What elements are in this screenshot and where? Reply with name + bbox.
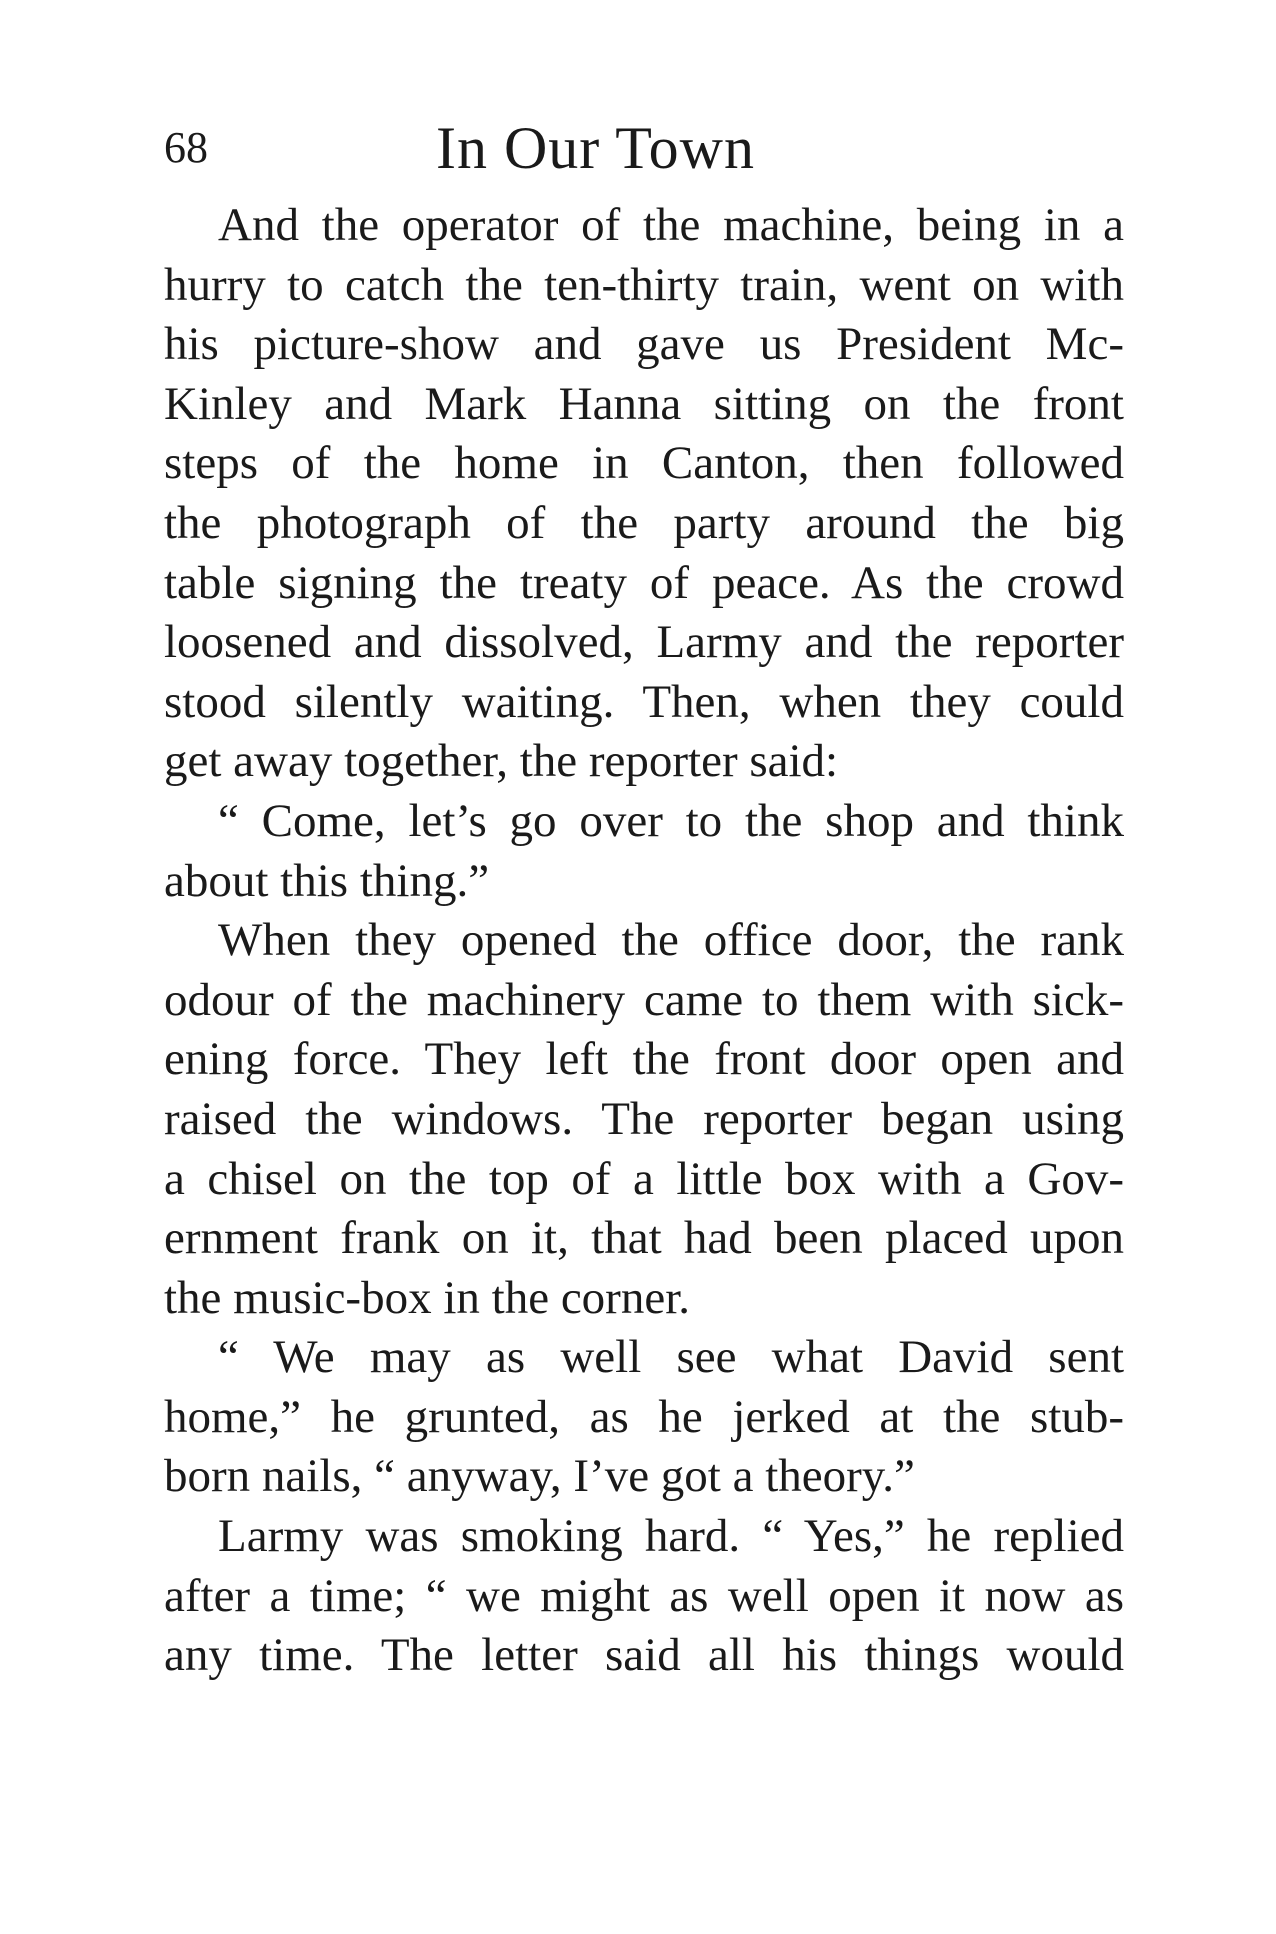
text-line: after a time; “ we might as well open it now as xyxy=(164,1569,1124,1622)
text-line: the music-box in the corner. xyxy=(164,1271,690,1324)
running-title: In Our Town xyxy=(436,115,755,181)
text-line: the photograph of the party around the big xyxy=(164,496,1124,549)
text-line: And the operator of the machine, being in a xyxy=(218,199,1124,251)
text-line: loosened and dissolved, Larmy and the reporter xyxy=(164,616,1124,669)
text-line: home,” he grunted, as he jerked at the stub- xyxy=(164,1390,1124,1443)
text-line: When they opened the office door, the rank xyxy=(218,914,1124,967)
page-header xyxy=(164,112,1124,192)
text-line: stood silently waiting. Then, when they could xyxy=(164,675,1124,728)
text-line: odour of the machinery came to them with sick- xyxy=(164,973,1124,1026)
text-line: Larmy was smoking hard. “ Yes,” he replied xyxy=(218,1510,1124,1563)
text-line: about this thing.” xyxy=(164,854,490,907)
text-line: ernment frank on it, that had been placed upon xyxy=(164,1212,1124,1265)
text-line: steps of the home in Canton, then followed xyxy=(164,437,1124,490)
text-line: a chisel on the top of a little box with a Gov- xyxy=(164,1152,1124,1205)
text-line: raised the windows. The reporter began using xyxy=(164,1092,1124,1145)
text-line: table signing the treaty of peace. As the crowd xyxy=(164,556,1124,609)
page-number: 68 xyxy=(164,123,208,172)
text-line: hurry to catch the ten-thirty train, went on with xyxy=(164,258,1124,311)
text-line: “ We may as well see what David sent xyxy=(218,1331,1124,1384)
text-line: Kinley and Mark Hanna sitting on the front xyxy=(164,377,1124,430)
text-line: ening force. They left the front door open and xyxy=(164,1033,1124,1086)
body-text xyxy=(164,196,1124,1686)
text-line: any time. The letter said all his things would xyxy=(164,1629,1124,1682)
text-line: “ Come, let’s go over to the shop and think xyxy=(218,794,1124,847)
text-line: his picture-show and gave us President Mc- xyxy=(164,318,1124,371)
text-line: get away together, the reporter said: xyxy=(164,735,839,788)
text-line: born nails, “ anyway, I’ve got a theory.” xyxy=(164,1450,915,1503)
